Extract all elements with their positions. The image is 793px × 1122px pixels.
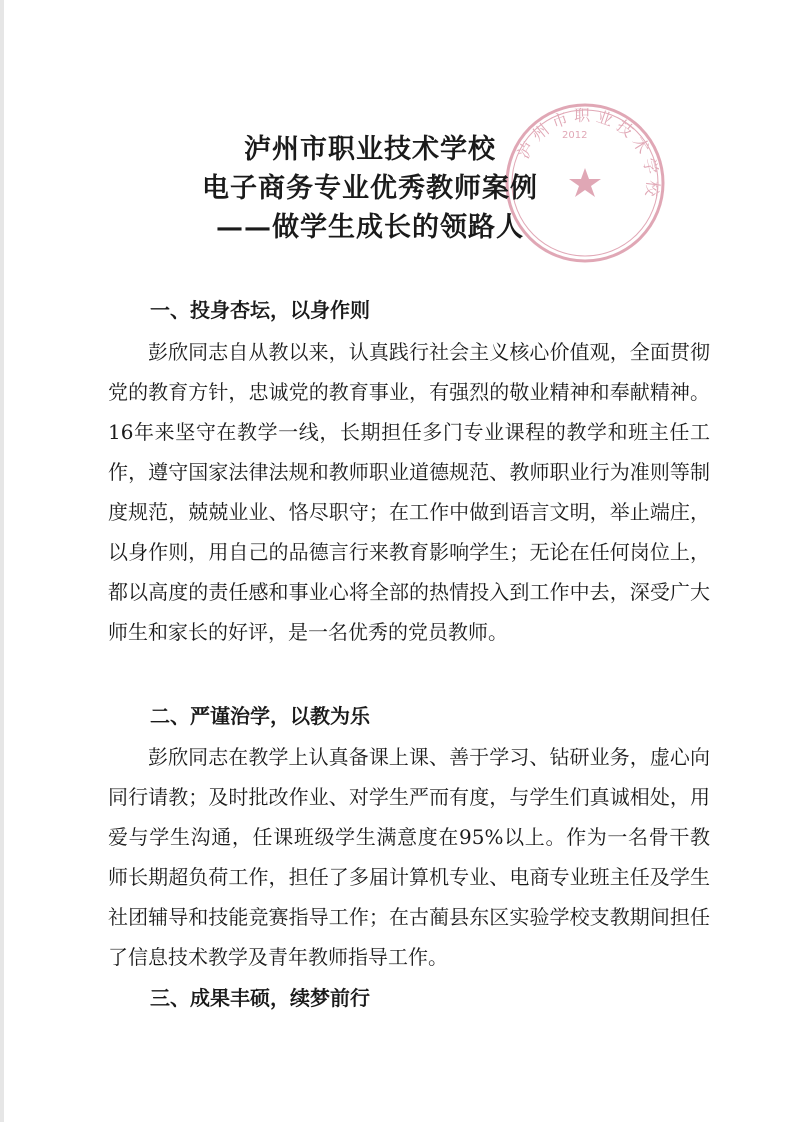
seal-year: 2012 (562, 130, 588, 141)
section-paragraph-2: 彭欣同志在教学上认真备课上课、善于学习、钻研业务，虚心向同行请教；及时批改作业、对学生严而有度，与学生们真诚相处，用爱与学生沟通，任课班级学生满意度在95%以上。作为一名骨干教师长期超负荷工作，担任了多届计算机专业、电商专业班主任及学生社团辅导和技能竞赛指导工作；在古蔺县东区实验学校支教期间担任了信息技术教学及青年教师指导工作。 (108, 745, 710, 969)
section-paragraph-1: 彭欣同志自从教以来，认真践行社会主义核心价值观，全面贯彻党的教育方针，忠诚党的教育事业，有强烈的敬业精神和奉献精神。16年来坚守在教学一线，长期担任多门专业课程的教学和班主任工作，遵守国家法律法规和教师职业道德规范、教师职业行为准则等制度规范，兢兢业业、恪尽职守；在工作中做到语言文明，举止端庄，以身作则，用自己的品德言行来教育影响学生；无论在任何岗位上，都以高度的责任感和事业心将全部的热情投入到工作中去，深受广大师生和家长的好评，是一名优秀的党员教师。 (108, 340, 710, 644)
title-line-subtitle: ——做学生成长的领路人 (216, 212, 524, 243)
title-line-school: 泸州市职业技术学校 (244, 134, 496, 165)
section-heading-2: 二、严谨治学，以教为乐 (150, 704, 370, 728)
section-heading-1: 一、投身杏坛，以身作则 (150, 298, 370, 322)
document-title (150, 130, 590, 247)
seal-text: 泸州市职业技术学校 (513, 105, 663, 203)
section-heading-3: 三、成果丰硕，续梦前行 (150, 986, 370, 1010)
scan-edge (0, 0, 4, 1122)
title-line-case: 电子商务专业优秀教师案例 (202, 173, 538, 204)
